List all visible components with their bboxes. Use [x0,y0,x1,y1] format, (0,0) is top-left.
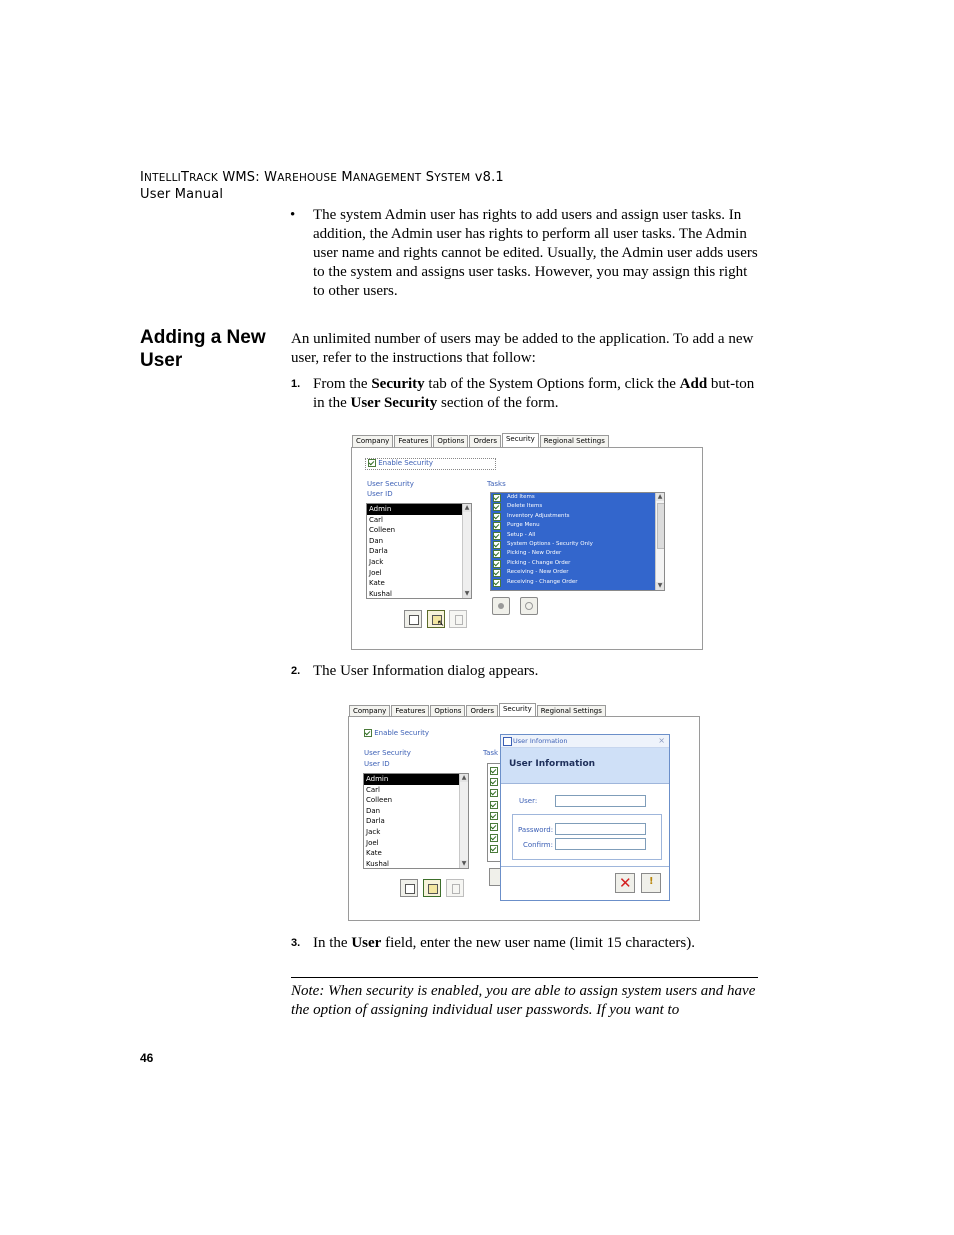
enable-security-label: Enable Security [378,459,434,467]
checkbox-icon[interactable] [493,560,501,568]
step-2-text: The User Information dialog appears. [313,663,539,679]
clear-all-button[interactable] [520,597,538,615]
running-header-title: INTELLITRACK WMS: WAREHOUSE MANAGEMENT SYSTEM v8.1 [140,170,504,185]
confirm-label: Confirm: [523,841,553,849]
checkbox-icon[interactable] [493,532,501,540]
list-item[interactable]: Colleen [369,526,396,535]
edit-user-button[interactable] [404,610,422,628]
scroll-thumb[interactable] [657,503,665,549]
checkbox-icon[interactable] [490,789,498,797]
edit-icon [405,884,415,894]
user-security-label: User Security [364,749,411,757]
scroll-up-icon[interactable]: ▲ [461,774,467,781]
list-item[interactable]: Inventory Adjustments [491,512,664,521]
user-information-dialog [500,734,670,901]
running-header-subtitle: User Manual [140,187,224,202]
list-item[interactable]: Kushal [369,589,392,598]
dialog-heading: User Information [509,759,596,769]
radio-empty-icon [525,602,533,610]
checkbox-icon[interactable] [490,834,498,842]
list-item[interactable]: Kate [366,849,382,858]
trash-icon [455,615,463,625]
tab-features[interactable]: Features [391,705,429,717]
user-security-label: User Security [367,480,414,488]
list-item[interactable]: Dan [369,536,384,545]
scroll-down-icon[interactable]: ▼ [464,590,470,597]
radio-filled-icon [498,603,504,609]
checkbox-icon[interactable] [493,569,501,577]
user-id-label: User ID [367,490,393,498]
list-item[interactable]: Joel [369,568,382,577]
user-id-label: User ID [364,760,390,768]
scroll-down-icon[interactable]: ▼ [657,582,663,589]
password-group [512,814,662,860]
user-list-scrollbar[interactable] [459,774,468,868]
dialog-title: User Information [513,737,568,745]
list-item[interactable]: Add Items [491,493,664,502]
screenshot-user-information [348,703,700,921]
tab-orders[interactable]: Orders [466,705,498,717]
note-text: Note: When security is enabled, you are able to assign system users and have the option of assigning individual user passwords. If you want to [291,983,756,1018]
checkbox-icon[interactable] [490,812,498,820]
dialog-banner [501,748,669,784]
user-input[interactable] [555,795,646,807]
list-item[interactable]: Dan [366,806,381,815]
tab-options[interactable]: Options [430,705,465,717]
list-item[interactable]: Purge Menu [491,521,664,530]
list-item[interactable]: Setup - All [491,531,664,540]
scroll-up-icon[interactable]: ▲ [464,504,470,511]
checkbox-icon[interactable] [490,801,498,809]
dialog-titlebar [501,735,669,748]
list-item[interactable]: Picking - Change Order [491,559,664,568]
list-item[interactable]: Colleen [366,796,393,805]
checkbox-icon[interactable] [493,579,501,587]
section-intro: An unlimited number of users may be added to the application. To add a new user, refer to the instructions that follow: [291,331,754,366]
edit-user-button[interactable] [400,879,418,897]
list-item[interactable]: Joel [366,838,379,847]
tab-security[interactable]: Security [502,433,539,447]
tab-security[interactable]: Security [499,703,536,717]
bullet-symbol: • [290,207,296,223]
checkbox-icon[interactable] [490,767,498,775]
list-item[interactable]: Delete Items [491,502,664,511]
add-user-button[interactable] [427,610,445,628]
tab-features[interactable]: Features [394,435,432,447]
confirm-input[interactable] [555,838,646,850]
cancel-x-icon: ✕ [619,874,632,892]
checkbox-icon [368,459,376,467]
list-item[interactable]: Picking - New Order [491,549,664,558]
trash-icon [452,884,460,894]
close-icon[interactable]: × [658,736,665,745]
checkbox-icon[interactable] [493,494,501,502]
scroll-up-icon[interactable]: ▲ [657,493,663,500]
step-3-text: In the User field, enter the new user name (limit 15 characters). [313,935,695,951]
task-list[interactable] [490,492,665,591]
bullet-text: The system Admin user has rights to add users and assign user tasks. In addition, the Admin user has rights to perform all user tasks. The Admin user name and rights cannot be edited. Usually, the Admin user adds users to the system and assigns user tasks. However, you may assign this right to other users. [313,207,758,299]
checkbox-icon[interactable] [490,823,498,831]
security-panel [348,716,700,921]
list-item[interactable]: Jack [369,557,384,566]
save-button[interactable] [641,873,661,893]
security-panel [351,447,703,650]
select-all-button[interactable] [492,597,510,615]
scroll-down-icon[interactable]: ▼ [461,860,467,867]
user-list[interactable] [363,773,469,869]
tasks-label: Tasks [487,480,506,488]
add-user-button[interactable] [423,879,441,897]
list-item[interactable]: Kushal [366,859,389,868]
step-1-number: 1. [291,378,301,390]
note-divider [291,977,758,978]
user-list-scrollbar[interactable] [462,504,471,598]
checkbox-icon[interactable] [493,513,501,521]
list-item[interactable]: Kate [369,579,385,588]
window-icon [503,737,512,746]
checkbox-icon[interactable] [493,550,501,558]
list-item[interactable]: Receiving - New Order [491,568,664,577]
list-item[interactable]: Darla [369,547,388,556]
task-list-scrollbar[interactable] [655,493,664,590]
delete-user-button[interactable] [449,610,467,628]
cancel-button[interactable] [615,873,635,893]
tab-orders[interactable]: Orders [469,435,501,447]
tab-company[interactable]: Company [349,705,390,717]
cursor-icon: ↖ [437,619,445,629]
step-1-text: From the Security tab of the System Options form, click the Add but-ton in the User Security section of the form. [313,376,755,411]
list-item[interactable]: Receiving - Change Order [491,578,664,587]
list-item[interactable]: Darla [366,817,385,826]
step-2-number: 2. [291,665,301,677]
list-item[interactable]: Carl [369,515,383,524]
enable-security-checkbox[interactable] [365,458,496,470]
enable-security-label: Enable Security [374,729,430,737]
step-3-number: 3. [291,937,301,949]
tab-bar [352,435,610,447]
enable-security-checkbox[interactable] [364,729,429,737]
dialog-divider [501,866,669,867]
checkbox-icon[interactable] [493,522,501,530]
list-item[interactable]: Jack [366,827,381,836]
checkbox-icon[interactable] [490,845,498,853]
list-item[interactable]: System Options - Security Only [491,540,664,549]
checkbox-icon[interactable] [493,541,501,549]
page-number: 46 [140,1051,154,1065]
edit-icon [409,615,419,625]
user-label: User: [519,797,538,805]
delete-user-button[interactable] [446,879,464,897]
checkbox-icon [364,729,372,737]
add-icon [428,884,438,894]
list-item[interactable]: Admin [367,504,471,515]
tab-options[interactable]: Options [433,435,468,447]
checkbox-icon[interactable] [493,503,501,511]
password-label: Password: [518,826,554,834]
tab-regional-settings[interactable]: Regional Settings [540,435,609,447]
checkbox-icon[interactable] [490,778,498,786]
section-heading: Adding a New User [140,327,266,371]
task-checkbox-column [487,763,501,862]
password-input[interactable] [555,823,646,835]
list-item[interactable]: Admin [364,774,468,785]
tab-company[interactable]: Company [352,435,393,447]
tab-regional-settings[interactable]: Regional Settings [537,705,606,717]
screenshot-security-tab [351,433,703,650]
exclamation-icon: ! [649,876,654,887]
user-list[interactable] [366,503,472,599]
tasks-label-partial: Task [483,749,499,757]
list-item[interactable]: Carl [366,785,380,794]
